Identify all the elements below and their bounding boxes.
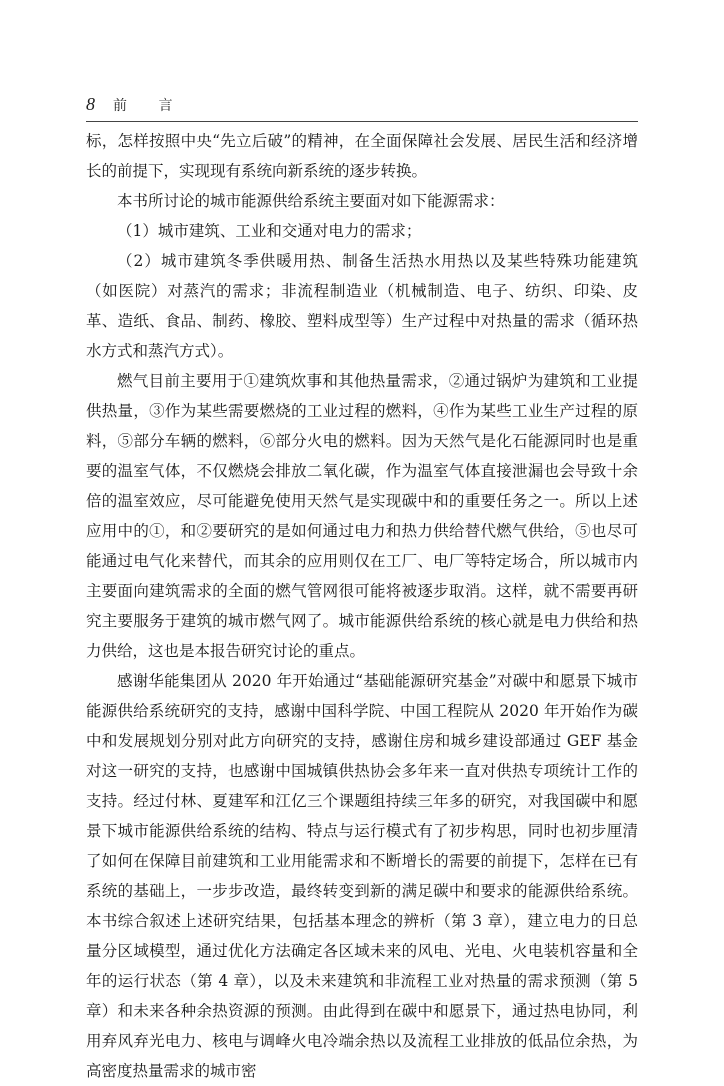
paragraph-demand-intro: 本书所讨论的城市能源供给系统主要面对如下能源需求： [117, 192, 505, 210]
paragraph-acknowledgements: 感谢华能集团从 2020 年开始通过“基础能源研究基金”对碳中和愿景下城市能源供给系统研究的支持，感谢中国科学院、中国工程院从 2020 年开始作为碳中和发展规划分别对此方向研究的支持，感谢住房和城乡建设部通过 GEF 基金对这一研究的支持，也感谢中国城镇供热协会多年来一直对供热专项统计工作的支持。经过付林、夏建军和江亿三个课题组持续三年多的研究，对我国碳中和愿景下城市能源供给系统的结构、特点与运行模式有了初步构思，同时也初步厘清了如何在保障目前建筑和工业用能需求和不断增长的需要的前提下，怎样在已有系统的基础上，一步步改造，最终转变到新的满足碳中和要求的能源供给系统。本书综合叙述上述研究结果，包括基本理念的辨析（第 3 章），建立电力的日总量分区域模型，通过优化方法确定各区域未来的风电、光电、火电装机容量和全年的运行状态（第 4 章），以及未来建筑和非流程工业对热量的需求预测（第 5 章）和未来各种余热资源的预测。由此得到在碳中和愿景下，通过热电协同，利用弃风弃光电力、核电与调峰火电冷端余热以及流程工业排放的低品位余热，为高密度热量需求的城市密 [86, 672, 638, 1080]
body-text [86, 126, 638, 1086]
header-rule [86, 121, 638, 122]
paragraph-demand-1: （1）城市建筑、工业和交通对电力的需求； [117, 222, 422, 240]
paragraph-demand-2: （2）城市建筑冬季供暖用热、制备生活热水用热以及某些特殊功能建筑（如医院）对蒸汽的需求；非流程制造业（机械制造、电子、纺织、印染、皮革、造纸、食品、制药、橡胶、塑料成型等）生产过程中对热量的需求（循环热水方式和蒸汽方式）。 [86, 252, 638, 360]
chapter-title: 前 言 [113, 99, 187, 114]
running-header [86, 94, 638, 118]
page-number: 8 [86, 94, 95, 114]
paragraph-gas-usage: 燃气目前主要用于①建筑炊事和其他热量需求，②通过锅炉为建筑和工业提供热量，③作为某些需要燃烧的工业过程的燃料，④作为某些工业生产过程的原料，⑤部分车辆的燃料，⑥部分火电的燃料。因为天然气是化石能源同时也是重要的温室气体，不仅燃烧会排放二氧化碳，作为温室气体直接泄漏也会导致十余倍的温室效应，尽可能避免使用天然气是实现碳中和的重要任务之一。所以上述应用中的①，和②要研究的是如何通过电力和热力供给替代燃气供给，⑤也尽可能通过电气化来替代，而其余的应用则仅在工厂、电厂等特定场合，所以城市内主要面向建筑需求的全面的燃气管网很可能将被逐步取消。这样，就不需要再研究主要服务于建筑的城市燃气网了。城市能源供给系统的核心就是电力供给和热力供给，这也是本报告研究讨论的重点。 [86, 372, 638, 660]
paragraph-continuation: 标，怎样按照中央“先立后破”的精神，在全面保障社会发展、居民生活和经济增长的前提下，实现现有系统向新系统的逐步转换。 [86, 132, 638, 180]
